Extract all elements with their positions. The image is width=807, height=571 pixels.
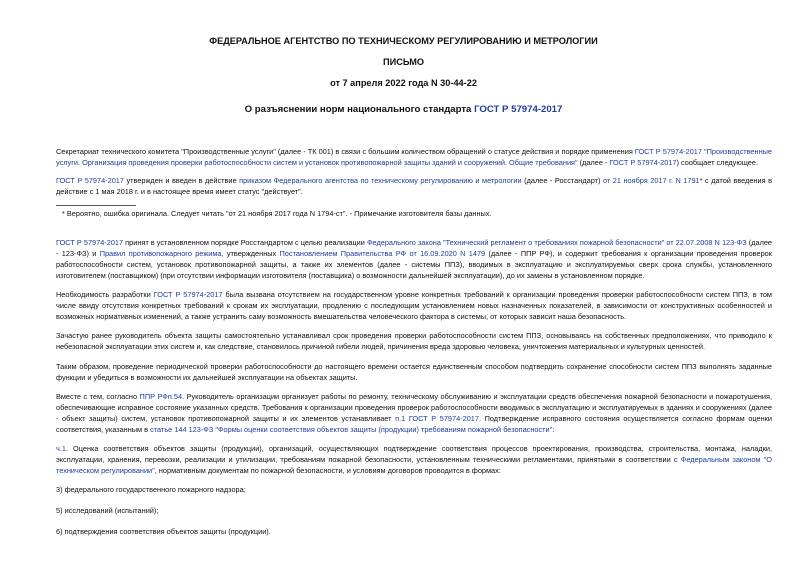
p3-resolution-link[interactable]: Постановлением Правительства РФ от 16.09.2020 N 1479 <box>279 248 486 258</box>
paragraph-6: Таким образом, проведение периодической проверки работоспособности до настоящего времени остается единственным способом подтвердить сохранение способности систем ППЗ выполнять заданные функции и убедиться в возможности их дальнейшей эксплуатации на объектах защиты. <box>56 362 772 382</box>
paragraph-2 <box>56 176 772 198</box>
p2-order-date-link[interactable]: от 21 ноября 2017 г. N 1791 <box>602 176 700 185</box>
paragraph-8 <box>56 444 772 477</box>
p7-ppr-link[interactable]: ППР РФп.54 <box>139 392 183 401</box>
p3-gost-link[interactable]: ГОСТ Р 57974-2017 <box>56 238 124 247</box>
p2-order-link[interactable]: приказом Федерального агентства по техническому регулированию и метрологии <box>239 176 522 185</box>
paragraph-5: Зачастую ранее руководитель объекта защиты самостоятельно устанавливал срок проведения проверки работоспособности систем ППЗ, основываясь на собственных предположениях, что приводило к небезопасной эксплуатации этих систем и, как следствие, становилось причиной гибели людей, причинения вреда здоровью человека, уничтожения материальных и культурных ценностей. <box>56 331 772 351</box>
agency-name: ФЕДЕРАЛЬНОЕ АГЕНТСТВО ПО ТЕХНИЧЕСКОМУ РЕГУЛИРОВАНИЮ И МЕТРОЛОГИИ <box>209 36 598 46</box>
p2-text-b: утвержден и введен в действие <box>123 176 240 185</box>
document-type: ПИСЬМО <box>382 57 425 67</box>
list-item: 3) федерального государственного пожарного надзора; <box>56 485 246 494</box>
footnote-divider <box>56 205 136 206</box>
paragraph-1 <box>56 147 772 169</box>
p8-text-d: , нормативным документам по пожарной безопасности, и условиям договоров проводится в формах: <box>154 465 501 475</box>
paragraph-3 <box>56 238 772 282</box>
p3-text-b: принят в установленном порядке Росстандартом с целью реализации <box>123 238 367 247</box>
p1-text-e: ) сообщает следующее. <box>676 157 758 167</box>
p1-text-a: Секретариат технического комитета "Производственные услуги" (далее - ТК 001) в связи с большим количеством обращений о статусе действия и порядке применения <box>56 147 635 156</box>
p4-gost-link[interactable]: ГОСТ Р 57974-2017 <box>153 290 223 299</box>
p7-text-e: . Подтверждение исправного состояния осуществляется согласно формам оценки соответствия, указанным в <box>56 413 772 434</box>
p1-gost-link[interactable]: ГОСТ Р 57974-2017 <box>609 157 677 167</box>
p3-text-d: (далее - 123-ФЗ) и <box>56 238 773 258</box>
p7-article-link[interactable]: статье 144 123-ФЗ "Формы оценки соответствия объектов защиты (продукции) требованиям пожарной безопасности" <box>150 424 553 434</box>
p8-federal-law-link[interactable]: Федеральным законом "О техническом регулировании" <box>56 454 772 475</box>
p3-law-link[interactable]: Федерального закона "Технический регламент о требованиях пожарной безопасности" от 22.07.2008 N 123-ФЗ <box>366 238 747 247</box>
document-date-number: от 7 апреля 2022 года N 30-44-22 <box>330 78 477 88</box>
p7-text-c: . Руководитель организации организует работы по ремонту, техническому обслуживанию и эксплуатации средств обеспечения пожарной безопасности и пожаротушения, обеспечивающие исправное состояние указанных средств. Требования к организации проведения проверок работоспособности вводимых в эксплуатацию и эксплуатируемых в зданиях и сооружениях (далее - объект защиты) систем, установок противопожарной защиты и их элементов устанавливает <box>56 392 772 423</box>
p2-text-f: * с датой введения в действие с 1 мая 2018 г. и в настоящее время имеет статус "действует". <box>56 176 772 196</box>
footnote: * Вероятно, ошибка оригинала. Следует читать "от 21 ноября 2017 года N 1794-ст". - Примечание изготовителя базы данных. <box>62 209 492 218</box>
p1-gost-full-link[interactable]: ГОСТ Р 57974-2017 "Производственные услуги. Организация проведения проверки работоспособности систем и установок противопожарной защиты зданий и сооружений. Общие требования" <box>56 147 772 167</box>
title-text: О разъяснении норм национального стандарта <box>244 104 475 115</box>
p4-text-a: Необходимость разработки <box>56 290 154 299</box>
p8-part-link[interactable]: ч.1 <box>56 444 66 453</box>
p3-text-f: , утвержденных <box>221 248 280 258</box>
title-gost-link[interactable]: ГОСТ Р 57974-2017 <box>474 104 563 115</box>
p4-text-c: была вызвана отсутствием на государственном уровне конкретных требований к организации проведения проверки работоспособности систем ППЗ, в том числе ввиду отсутствия конкретных требований к срокам их эксплуатации, продлению с последующим установлением новых назначенных показателей, в зависимости от конструктивных особенностей и возможных нормативных изменений, а также устранить саму возможность вмешательства человеческого фактора в системы, от которых зависит наша безопасность. <box>56 290 772 321</box>
p3-text-h: (далее - ППР РФ), и содержит требования к организации проведения проверок работоспособности систем, установок противопожарной защиты, а также их элементов (далее - системы ППЗ), вводимых в эксплуатацию и эксплуатируемых сверх срока службы, установленного изготовителем (поставщиком) (при отсутствии информации изготовителя (поставщика) о возможности дальнейшей эксплуатации), до их замены в установленном порядке. <box>56 248 772 280</box>
p2-gost-link[interactable]: ГОСТ Р 57974-2017 <box>56 176 124 185</box>
paragraph-4 <box>56 290 772 323</box>
p8-text-b: . Оценка соответствия объектов защиты (продукции), организаций, осуществляющих подтверждение соответствия процессов проектирования, производства, строительства, монтажа, наладки, эксплуатации, хранения, перевозки, реализации и утилизации, требованиям пожарной безопасности, установленным техническими регламентами, принятыми в соответствии с <box>56 444 772 464</box>
p7-gost-clause-link[interactable]: п.1 ГОСТ Р 57974-2017 <box>395 413 479 423</box>
list-item: 6) подтверждения соответствия объектов защиты (продукции). <box>56 527 271 536</box>
p3-rules-link[interactable]: Правил противопожарного режима <box>99 248 222 258</box>
p2-text-d: (далее - Росстандарт) <box>521 176 603 185</box>
paragraph-7 <box>56 392 772 436</box>
list-item: 5) исследований (испытаний); <box>56 506 159 515</box>
p1-text-c: (далее - <box>577 157 610 167</box>
p7-text-g: : <box>552 424 555 434</box>
document-title <box>0 104 807 115</box>
p7-text-a: Вместе с тем, согласно <box>56 392 140 401</box>
